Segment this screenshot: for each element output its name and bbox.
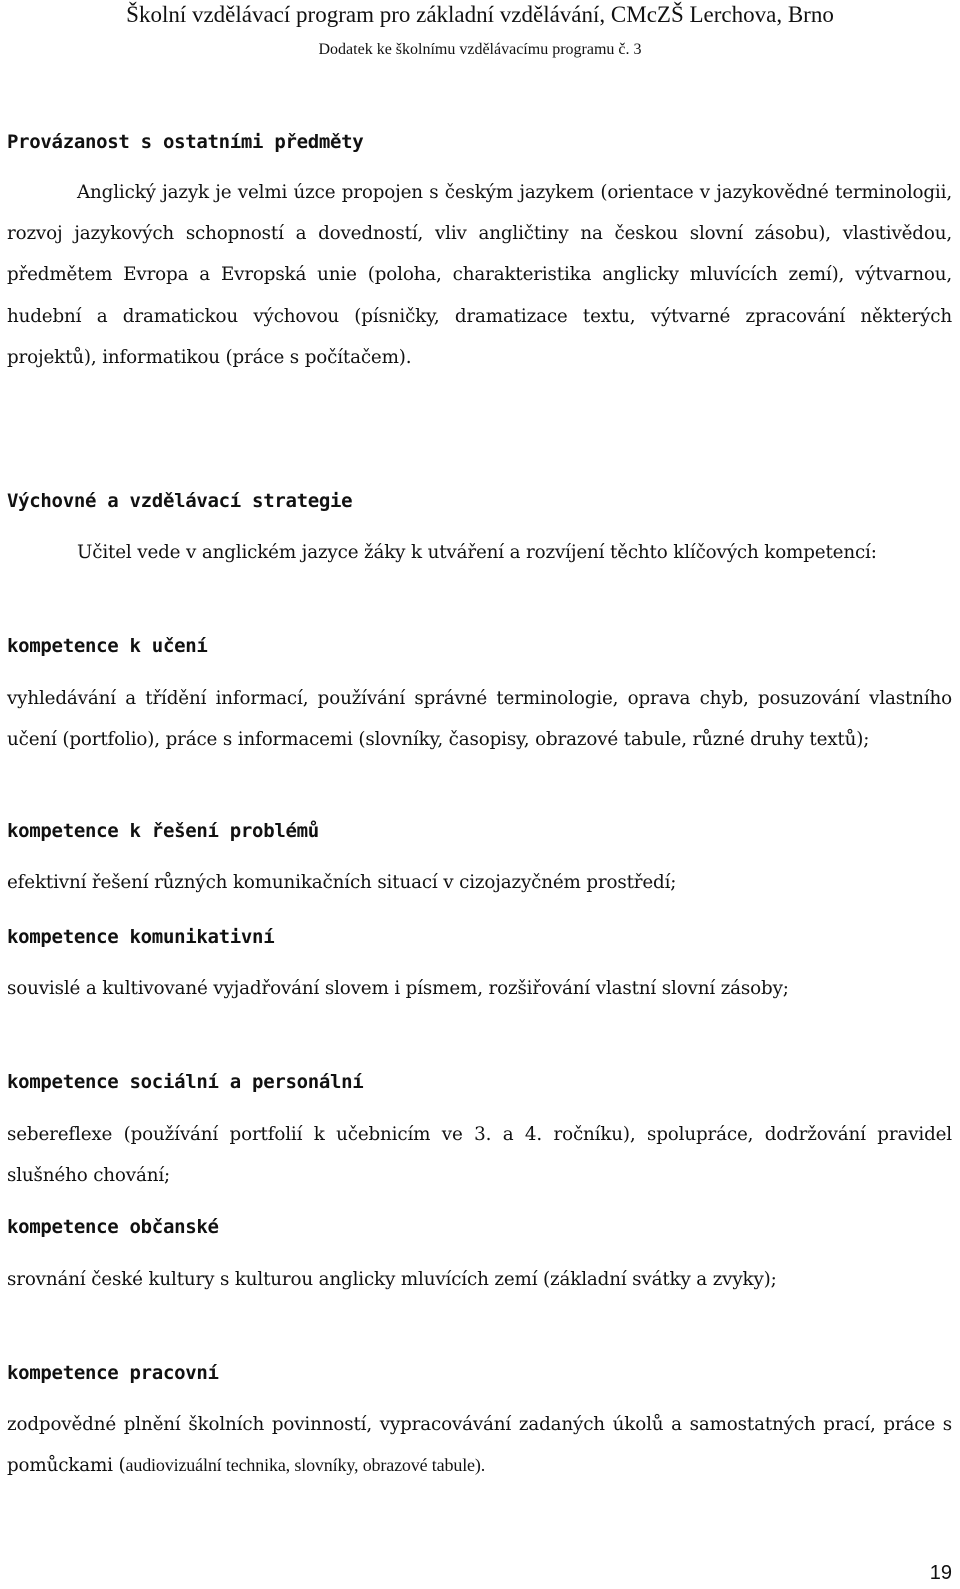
competence-work-text [7, 1404, 952, 1486]
header-title: Školní vzdělávací program pro základní vzdělávání, CMcZŠ Lerchova, Brno [126, 2, 834, 27]
competence-work-title: kompetence pracovní [7, 1362, 219, 1384]
section-heading-strategies: Výchovné a vzdělávací strategie [7, 490, 353, 512]
competence-communicative-title: kompetence komunikativní [7, 926, 275, 948]
competence-work-text-tail: audiovizuální technika, slovníky, obrazové tabule). [125, 1455, 486, 1476]
competence-learning-text: vyhledávání a třídění informací, používání správné terminologie, oprava chyb, posuzování vlastního učení (portfolio), práce s informacemi (slovníky, časopisy, obrazové tabule, různé druhy textů); [7, 688, 952, 751]
competence-communicative-text: souvislé a kultivované vyjadřování slovem i písmem, rozšiřování vlastní slovní zásoby; [7, 978, 789, 999]
links-paragraph: Anglický jazyk je velmi úzce propojen s českým jazykem (orientace v jazykovědné terminologii, rozvoj jazykových schopností a dovedností, vliv angličtiny na českou slovní zásobu), vlastivědou, předmětem Evropa a Evropská unie (poloha, charakteristika anglicky mluvících zemí), výtvarnou, hudební a dramatickou výchovou (písničky, dramatizace textu, výtvarné zpracování některých projektů), informatikou (práce s počítačem). [7, 182, 952, 368]
competence-work-text-main: zodpovědné plnění školních povinností, vypracovávání zadaných úkolů a samostatných prací, práce s pomůckami ( [7, 1414, 952, 1477]
section-heading-links: Provázanost s ostatními předměty [7, 131, 364, 153]
competence-learning-title: kompetence k učení [7, 635, 208, 657]
competence-social-text: sebereflexe (používání portfolií k učebnicím ve 3. a 4. ročníku), spolupráce, dodržování pravidel slušného chování; [7, 1124, 952, 1187]
competence-civic-title: kompetence občanské [7, 1216, 219, 1238]
page-number: 19 [929, 1562, 952, 1584]
competence-problem-solving-text: efektivní řešení různých komunikačních situací v cizojazyčném prostředí; [7, 872, 677, 893]
competence-civic-text: srovnání české kultury s kulturou anglicky mluvících zemí (základní svátky a zvyky); [7, 1269, 777, 1290]
competence-problem-solving-title: kompetence k řešení problémů [7, 820, 319, 842]
strategies-intro: Učitel vede v anglickém jazyce žáky k utváření a rozvíjení těchto klíčových kompetencí: [77, 542, 877, 563]
competence-social-title: kompetence sociální a personální [7, 1071, 364, 1093]
header-subtitle: Dodatek ke školnímu vzdělávacímu programu č. 3 [318, 41, 642, 58]
